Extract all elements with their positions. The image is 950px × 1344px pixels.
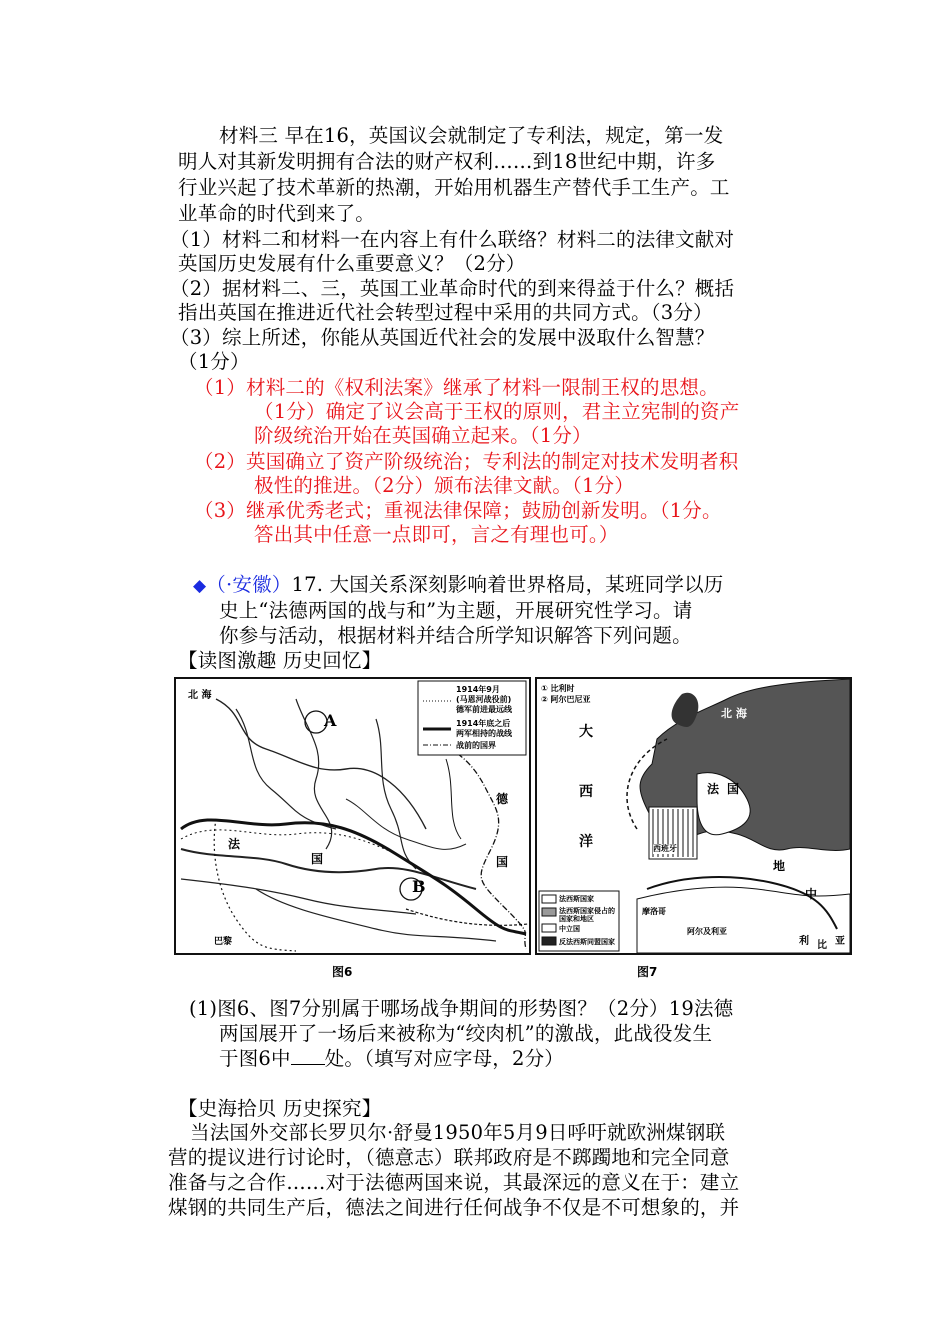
- map-7-spain: 西班牙: [653, 844, 677, 853]
- q17-1-line-3: [219, 1046, 564, 1071]
- map-7-atlantic-1: 大: [579, 724, 593, 740]
- q17-line-3: 你参与活动，根据材料并结合所学知识解答下列问题。: [219, 624, 692, 647]
- question-3-line-2: （1分）: [178, 350, 250, 373]
- material3-line-2: 明人对其新发明拥有合法的财产权利……到18世纪中期，许多: [178, 150, 716, 173]
- map-6-germany-1: 德: [496, 792, 509, 806]
- map-6-legend-1: 1914年9月: [456, 685, 500, 694]
- question-3-line-1: （3）综上所述，你能从英国近代社会的发展中汲取什么智慧？: [170, 326, 715, 349]
- map-7-morocco: 摩洛哥: [642, 907, 666, 916]
- map-6-legend-5: 两军相持的战线: [456, 729, 512, 738]
- section2-line-4: 煤钢的共同生产后，德法之间进行任何战争不仅是不可想象的，并: [168, 1196, 740, 1219]
- section2-line-3: 准备与之合作……对于法德两国来说，其最深远的意义在于：建立: [168, 1171, 740, 1194]
- map-figure-6: [174, 677, 531, 955]
- map-7-atlantic-3: 洋: [579, 834, 593, 850]
- map-6-legend-3: 德军前进最远线: [456, 705, 512, 714]
- map-7-atlantic-2: 西: [579, 784, 593, 800]
- map-7-algeria: 阿尔及利亚: [687, 927, 727, 936]
- map-7-caption: 图7: [637, 965, 658, 979]
- map-6-label-a: A: [324, 711, 337, 730]
- section2-line-2: 营的提议进行讨论时，（德意志）联邦政府是不踯躅地和完全同意: [168, 1146, 730, 1169]
- q17-line-1: [193, 573, 724, 598]
- question-2-line-1: （2）据材料二、三，英国工业革命时代的到来得益于什么？概括: [170, 277, 735, 300]
- q17-1-line-1: (1)图6、图7分别属于哪场战争期间的形势图？（2分）19法德: [189, 997, 734, 1020]
- q17-1-line-3-b: 处。（填写对应字母，2分）: [324, 1047, 564, 1070]
- answer-3-line-2: 答出其中任意一点即可，言之有理也可。）: [254, 523, 619, 546]
- map-7-legend-1: 法西斯国家: [559, 895, 594, 903]
- map-7-mediterranean-2: 中: [805, 887, 818, 901]
- diamond-icon: ◆: [193, 576, 207, 596]
- section-read-maps-title: 【读图激趣 历史回忆】: [178, 649, 382, 672]
- map-6-caption: 图6: [332, 965, 353, 979]
- map-7-libya-2: 比: [817, 940, 827, 951]
- answer-blank[interactable]: [291, 1046, 325, 1065]
- answer-1-line-1: （1）材料二的《权利法案》继承了材料一限制王权的思想。: [194, 376, 719, 399]
- map-7-north-sea: 北 海: [721, 707, 747, 720]
- map-figure-7: [535, 677, 852, 955]
- map-7-libya-3: 亚: [835, 936, 845, 947]
- q17-line-1-text: 17. 大国关系深刻影响着世界格局，某班同学以历: [291, 573, 724, 596]
- q17-1-line-2: 两国展开了一场后来被称为“绞肉机”的激战，此战役发生: [219, 1022, 713, 1045]
- map-7-mediterranean-1: 地: [773, 859, 786, 873]
- answer-3-line-1: （3）继承优秀老式；重视法律保障；鼓励创新发明。（1分。: [194, 499, 722, 522]
- material3-line-3: 行业兴起了技术革新的热潮，开始用机器生产替代手工生产。工: [178, 176, 730, 199]
- map-7-legend-2: 法西斯国家侵占的国家和地区: [559, 907, 615, 923]
- map-7-legend-top-2: ② 阿尔巴尼亚: [541, 695, 591, 704]
- section-history-title: 【史海拾贝 历史探究】: [178, 1097, 382, 1120]
- map-6-germany-2: 国: [496, 855, 509, 869]
- map-7-france-1: 法: [707, 782, 720, 796]
- map-6-label-b: B: [412, 877, 426, 896]
- map-7-legend-3: 中立国: [559, 925, 580, 933]
- map-6-france-1: 法: [228, 837, 241, 851]
- answer-2-line-1: （2）英国确立了资产阶级统治；专利法的制定对技术发明者积: [194, 450, 739, 473]
- answer-2-line-2: 极性的推进。（2分）颁布法律文献。（1分）: [254, 474, 635, 497]
- map-7-libya-1: 利: [799, 936, 809, 947]
- map-6-legend-2: (马恩河战役前): [456, 695, 512, 704]
- material3-line-4: 业革命的时代到来了。: [178, 202, 376, 225]
- question-1-line-1: （1）材料二和材料一在内容上有什么联络？材料二的法律文献对: [170, 228, 735, 251]
- map-7-legend-top-1: ① 比利时: [541, 684, 575, 693]
- map-6-paris: 巴黎: [214, 937, 233, 947]
- answer-1-line-2: （1分）确定了议会高于王权的原则，君主立宪制的资产: [254, 400, 740, 423]
- q17-source: （·安徽）: [206, 573, 292, 596]
- map-7-france-2: 国: [727, 782, 740, 796]
- q17-1-line-3-a: 于图6中: [219, 1047, 291, 1070]
- question-2-line-2: 指出英国在推进近代社会转型过程中采用的共同方式。（3分）: [178, 301, 713, 324]
- map-6-legend-6: 战前的国界: [456, 741, 496, 750]
- map-6-france-2: 国: [311, 852, 324, 866]
- material3-line-1: 材料三 早在16，英国议会就制定了专利法，规定，第一发: [219, 124, 724, 147]
- map-6-north-sea: 北 海: [188, 690, 212, 701]
- answer-1-line-3: 阶级统治开始在英国确立起来。（1分）: [254, 424, 592, 447]
- map-7-legend-4: 反法西斯同盟国家: [559, 938, 615, 946]
- question-1-line-2: 英国历史发展有什么重要意义？（2分）: [178, 252, 526, 275]
- map-6-legend-4: 1914年底之后: [456, 719, 511, 728]
- q17-line-2: 史上“法德两国的战与和”为主题，开展研究性学习。请: [219, 599, 693, 622]
- section2-line-1: 当法国外交部长罗贝尔·舒曼1950年5月9日呼吁就欧洲煤钢联: [190, 1121, 726, 1144]
